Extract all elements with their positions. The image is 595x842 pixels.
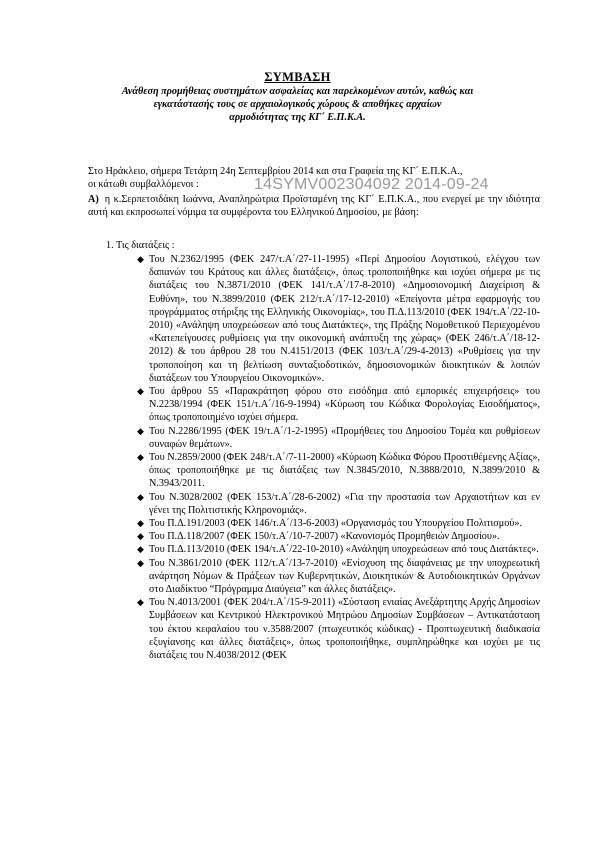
list-item-text: Του Ν.2286/1995 (ΦΕΚ 19/τ.Α΄/1-2-1995) «Προμήθειες του Δημοσίου Τομέα και ρυθμίσεων συναφών θεμάτων». xyxy=(149,425,540,450)
list-item xyxy=(135,530,540,543)
bullet-icon: ◆ xyxy=(137,597,144,608)
diavgeia-stamp: 14SYMV002304092 2014-09-24 xyxy=(254,176,489,193)
list-item xyxy=(135,425,540,451)
list-item xyxy=(135,253,540,385)
list-item-text: Του Ν.3861/2010 (ΦΕΚ 112/τ.Α΄/13-7-2010) «Ενίσχυση της διαφάνειας με την υποχρεωτική ανάρτηση Νόμων & Πράξεων των Κυβερνητικών, Διοικητικών & Αυτοδιοικητικών Οργάνων στο Διαδίκτυο “Πρόγραμμα Διαύγεια” και άλλες διατάξεις». xyxy=(149,557,540,596)
party-a-text: η κ.Σερπετσιδάκη Ιωάννα, Αναπληρώτρια Προϊσταμένη της ΚΓ΄ Ε.Π.Κ.Α., που ενεργεί με την ιδιότητα αυτή και εκπροσωπεί νόμιμα τα συμφέροντα του Ελληνικού Δημοσίου, με βάση: xyxy=(88,194,540,219)
list-item xyxy=(135,385,540,425)
list-item xyxy=(135,517,540,530)
subtitle-line-1: Ανάθεση προμήθειας συστημάτων ασφαλείας και παρελκομένων αυτών, καθώς και xyxy=(121,86,474,97)
subtitle-line-2: εγκατάστασής τους σε αρχαιολογικούς χώρους & αποθήκες αρχαίων xyxy=(153,99,442,111)
bullet-icon: ◆ xyxy=(137,518,144,529)
bullet-icon: ◆ xyxy=(137,491,144,502)
list-item-text: Του άρθρου 55 «Παρακράτηση φόρου στο εισόδημα από εμπορικές επιχειρήσεις» του Ν.2238/1994 (ΦΕΚ 151/τ.Α΄/16-9-1994) «Κύρωση του Κώδικα Φορολογίας Εισοδήματος», όπως τροποποιημένο ισχύει σήμερα. xyxy=(149,386,540,424)
list-item-text: Του Ν.2362/1995 (ΦΕΚ 247/τ.Α΄/27-11-1995) «Περί Δημοσίου Λογιστικού, ελέγχου των δαπανών του Κράτους και άλλες διατάξεις», όπως τροποποιήθηκε και ισχύει σήμερα με τις διατάξεις του Ν.3871/2010 (ΦΕΚ 141/τ.Α΄/17-8-2010) «Δημοσιονομική Διαχείριση & Ευθύνη», του Ν.3899/2010 (ΦΕΚ 212/τ.Α΄/17-12-2010) «Επείγοντα μέτρα εφαρμογής του προγράμματος στήριξης της Ελληνικής Οικονομίας», του Π.Δ.113/2010 (ΦΕΚ 194/τ.Α΄/22-10-2010) «Ανάληψη υποχρεώσεων από τους Διατάκτες», της Πράξης Νομοθετικού Περιεχομένου «Κατεπείγουσες ρυθμίσεις για την οικονομική ανάπτυξη της χώρας» (ΦΕΚ 246/τ.Α΄/18-12-2012) & του άρθρου 28 του Ν.4151/2013 (ΦΕΚ 103/τ.Α΄/29-4-2013) «Ρυθμίσεις για την τροποποίηση και τη βελτίωση συνταξιοδοτικών, δημοσιονομικών διοικητικών & λοιπών διατάξεων του Υπουργείου Οικονομικών». xyxy=(149,254,540,384)
list-item-text: Του Π.Δ.191/2003 (ΦΕΚ 146/τ.Α΄/13-6-2003) «Οργανισμός του Υπουργείου Πολιτισμού». xyxy=(149,518,522,530)
provisions-list xyxy=(135,253,540,662)
list-item-text: Του Ν.2859/2000 (ΦΕΚ 248/τ.Α΄/7-11-2000) «Κύρωση Κώδικα Φόρου Προστιθέμενης Αξίας», όπως τροποποιήθηκε με τις διατάξεις των Ν.3845/2010, Ν.3888/2010, Ν.3899/2010 & Ν.3943/2011. xyxy=(149,452,541,490)
list-item xyxy=(135,596,540,662)
list-item xyxy=(135,543,540,556)
document-subtitle xyxy=(95,85,500,125)
list-item-text: Του Π.Δ.118/2007 (ΦΕΚ 150/τ.Α΄/10-7-2007) «Κανονισμός Προμηθειών Δημοσίου». xyxy=(149,531,500,543)
bullet-icon: ◆ xyxy=(137,544,144,555)
bullet-icon: ◆ xyxy=(137,452,144,463)
bullet-icon: ◆ xyxy=(137,254,144,264)
section-heading: 1. Τις διατάξεις : xyxy=(106,240,175,251)
bullet-icon: ◆ xyxy=(137,386,144,397)
list-item xyxy=(135,451,540,491)
bullet-icon: ◆ xyxy=(137,557,144,568)
list-item-text: Του Ν.3028/2002 (ΦΕΚ 153/τ.Α΄/28-6-2002) «Για την προστασία των Αρχαιοτήτων και εν γένει της Πολιτιστικής Κληρονομιάς». xyxy=(149,491,540,516)
party-a-label: Α) xyxy=(88,194,99,205)
document-title: ΣΥΜΒΑΣΗ xyxy=(264,70,331,84)
list-item xyxy=(135,491,540,517)
list-item xyxy=(135,557,540,597)
list-item-text: Του Ν.4013/2001 (ΦΕΚ 204/τ.Α΄/15-9-2011) «Σύσταση ενιαίας Ανεξάρτητης Αρχής Δημοσίων Συμβάσεων και Κεντρικού Ηλεκτρονικού Μητρώου Δημοσίων Συμβάσεων – Αντικατάσταση του έκτου κεφαλαίου του ν.3588/2007 (πτωχευτικός κώδικας) - Προπτωχευτική διαδικασία εξυγίανσης και άλλες διατάξεις», όπως τροποποιήθηκε, συμπληρώθηκε και ισχύει με τις διατάξεις του Ν.4038/2012 (ΦΕΚ xyxy=(149,597,540,662)
bullet-icon: ◆ xyxy=(137,425,144,436)
list-item-text: Του Π.Δ.113/2010 (ΦΕΚ 194/τ.Α΄/22-10-2010) «Ανάληψη υποχρεώσεων από τους Διατάκτες». xyxy=(149,544,539,556)
intro-line-2: οι κάτωθι συμβαλλόμενοι : xyxy=(88,179,199,191)
intro-line-1: Στο Ηράκλειο, σήμερα Τετάρτη 24η Σεπτεμβρίου 2014 και στα Γραφεία της ΚΓ΄ Ε.Π.Κ.Α., xyxy=(88,166,463,177)
bullet-icon: ◆ xyxy=(137,531,144,542)
subtitle-line-3: αρμοδιότητας της ΚΓ΄ Ε.Π.Κ.Α. xyxy=(229,112,366,124)
party-a-paragraph xyxy=(88,193,540,219)
